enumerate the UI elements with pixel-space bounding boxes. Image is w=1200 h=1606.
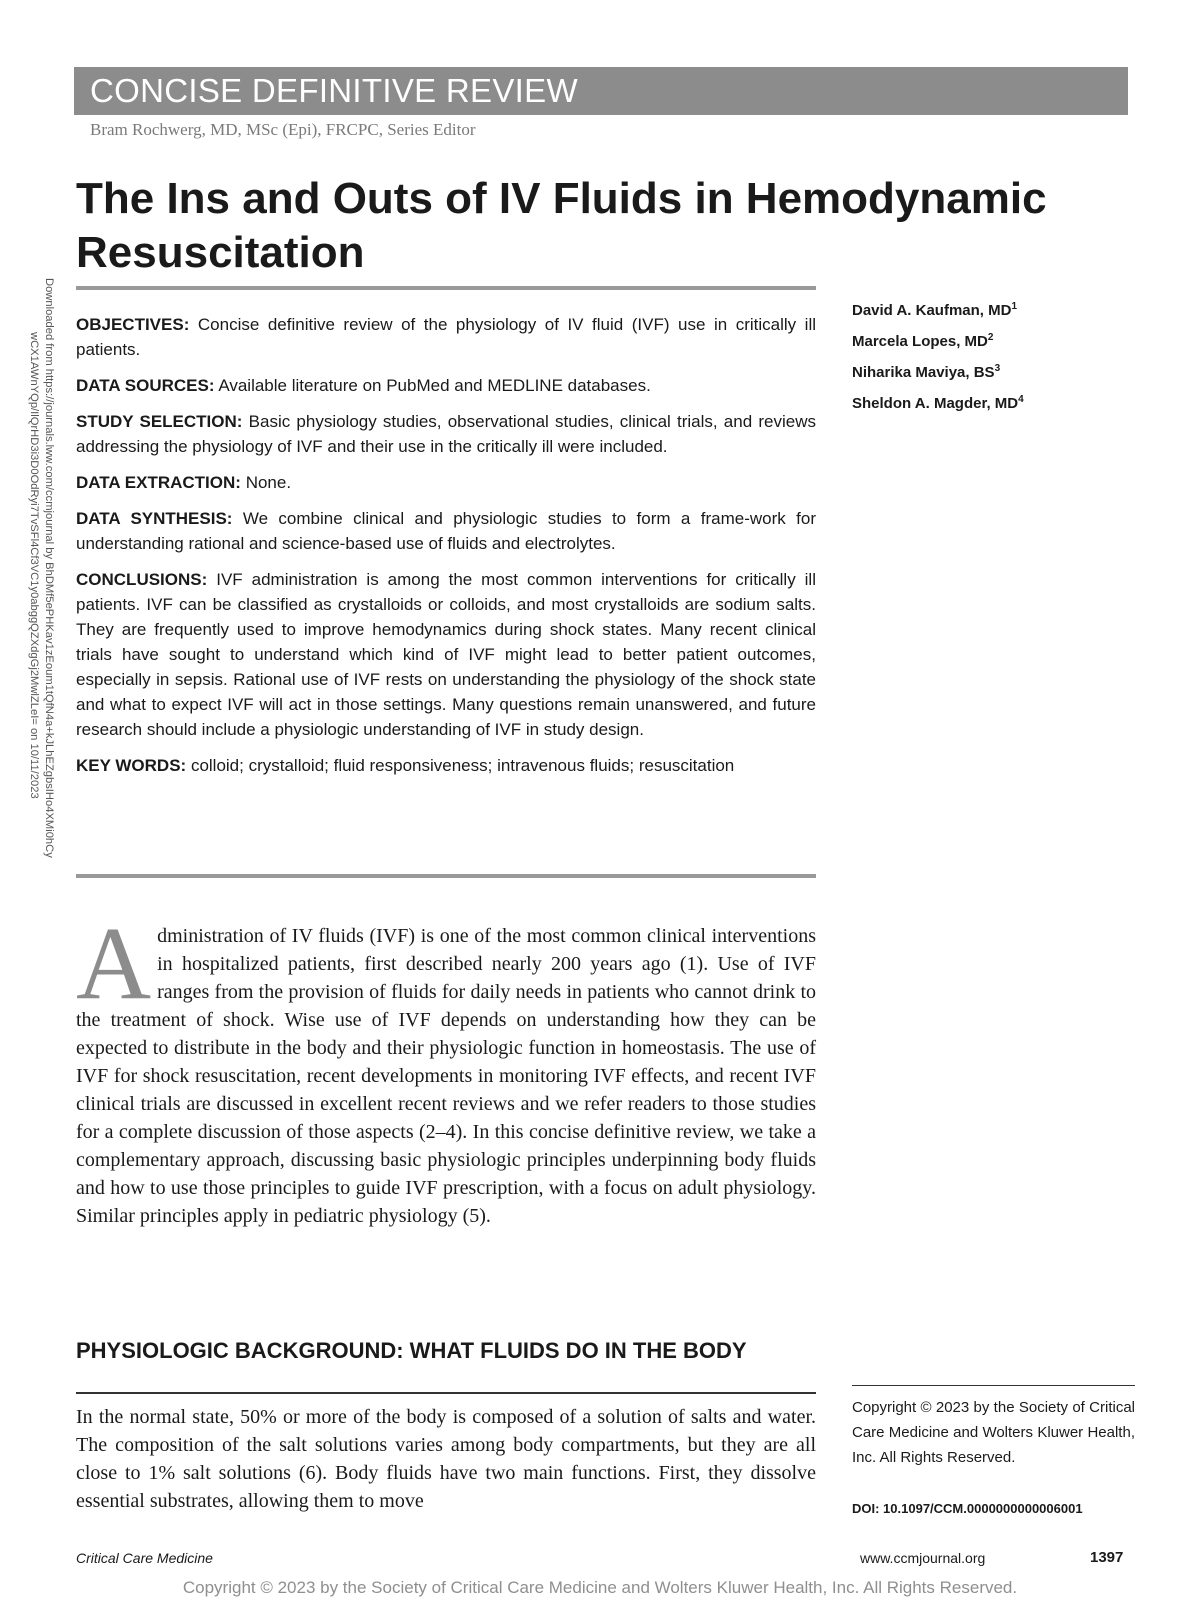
objectives-label: OBJECTIVES: (76, 315, 190, 334)
download-watermark (6, 276, 74, 956)
author: David A. Kaufman, $MD^1$ (852, 301, 1018, 319)
abstract-conclusions (76, 567, 816, 742)
page-number: 1397 (1090, 1549, 1124, 1566)
data-sources-text: Available literature on PubMed and MEDLINE databases. (218, 376, 651, 395)
copyright-notice: Copyright © 2023 by the Society of Critical Care Medicine and Wolters Kluwer Health, Inc. All Rights Reserved. (852, 1399, 1135, 1466)
abstract-top-rule (76, 286, 816, 290)
author: Sheldon A. Magder, $MD^4$ (852, 394, 1024, 412)
abstract-keywords (76, 753, 816, 778)
intro-paragraph (76, 906, 816, 1230)
section-label: CONCISE DEFINITIVE REVIEW (90, 72, 578, 109)
section-rule (76, 1392, 816, 1394)
data-synthesis-text: We combine clinical and physiologic studies to form a frame-work for understanding rational and science-based use of fluids and electrolytes. (76, 509, 816, 553)
abstract-data-synthesis (76, 506, 816, 556)
section-paragraph: In the normal state, 50% or more of the body is composed of a solution of salts and water. The composition of the salt solutions varies among body compartments, but they are all close to 1% salt solutions (6). Body fluids have two main functions. First, they dissolve essential substrates, allowing them to move (76, 1406, 816, 1512)
author-list (852, 295, 1152, 419)
abstract-study-selection (76, 409, 816, 459)
article-title: The Ins and Outs of IV Fluids in Hemodynamic Resuscitation (76, 174, 1047, 277)
conclusions-label: CONCLUSIONS: (76, 570, 208, 589)
study-selection-label: STUDY SELECTION: (76, 412, 243, 431)
footer-journal: Critical Care Medicine (76, 1550, 213, 1566)
abstract-data-sources (76, 373, 816, 398)
intro-text: dministration of IV fluids (IVF) is one of the most common clinical interventions in hospitalized patients, first described nearly 200 years ago (1). Use of IVF ranges from the provision of fluids for daily needs in patients who cannot drink to the treatment of shock. Wise use of IVF depends on understanding how they can be expected to distribute in the body and their physiologic function in homeostasis. The use of IVF for shock resuscitation, recent developments in monitoring IVF effects, and recent IVF clinical trials are discussed in excellent recent reviews and we refer readers to those studies for a complete discussion of those aspects (2–4). In this concise definitive review, we take a complementary approach, discussing basic physiologic principles underpinning body fluids and how to use those principles to guide IVF prescription, with a focus on adult physiology. Similar principles apply in pediatric physiology (5). (76, 925, 816, 1227)
doi: DOI: 10.1097/CCM.0000000000006001 (852, 1501, 1083, 1516)
author: Niharika Maviya, $BS^3$ (852, 363, 1001, 381)
keywords-label: KEY WORDS: (76, 756, 187, 775)
conclusions-text: IVF administration is among the most common interventions for critically ill patients. IVF can be classified as crystalloids or colloids, and most crystalloids are sodium salts. They are frequently used to improve hemodynamics during shock states. Many recent clinical trials have sought to understand which kind of IVF might lead to better patient outcomes, especially in sepsis. Rational use of IVF rests on understanding the physiology of the shock state and what to expect IVF will act in those settings. Many questions remain unanswered, and future research should include a physiologic understanding of IVF in study design. (76, 570, 816, 739)
abstract-bottom-rule (76, 874, 816, 878)
sidebar-rule (852, 1385, 1135, 1386)
abstract-data-extraction (76, 470, 816, 495)
author: Marcela Lopes, $MD^2$ (852, 332, 994, 350)
data-sources-label: DATA SOURCES: (76, 376, 215, 395)
abstract (76, 312, 816, 789)
data-extraction-label: DATA EXTRACTION: (76, 473, 241, 492)
drop-cap: A (76, 906, 152, 1021)
objectives-text: Concise definitive review of the physiology of IV fluid (IVF) use in critically ill patients. (76, 315, 816, 359)
keywords-text: colloid; crystalloid; fluid responsiveness; intravenous fluids; resuscitation (190, 756, 735, 775)
data-synthesis-label: DATA SYNTHESIS: (76, 509, 233, 528)
bottom-copyright: Copyright © 2023 by the Society of Critical Care Medicine and Wolters Kluwer Health, Inc. All Rights Reserved. (182, 1578, 1018, 1597)
data-extraction-text: None. (245, 473, 292, 492)
watermark-line-2: wCX1AWnYQp/IlQrHD3i3D0OdRyi7TvSFl4Cf3VC1y0abggQZXdgGj2MwlZLeI= on 10/11/2023 (28, 332, 40, 799)
series-editor: Bram Rochwerg, MD, MSc (Epi), FRCPC, Series Editor (90, 120, 476, 139)
footer-url[interactable]: www.ccmjournal.org (860, 1550, 986, 1566)
watermark-line-1: Downloaded from https://journals.lww.com/ccmjournal by BhDMf5ePHKav1zEoum1tQfN4a+kJLhEZgbsIHo4XMi0hCy (43, 278, 55, 858)
study-selection-text: Basic physiology studies, observational studies, clinical trials, and reviews addressing the physiology of IVF and their use in the critically ill were included. (76, 412, 816, 456)
abstract-objectives (76, 312, 816, 362)
section-banner (74, 67, 1128, 115)
section-heading: PHYSIOLOGIC BACKGROUND: WHAT FLUIDS DO IN THE BODY (76, 1338, 747, 1363)
